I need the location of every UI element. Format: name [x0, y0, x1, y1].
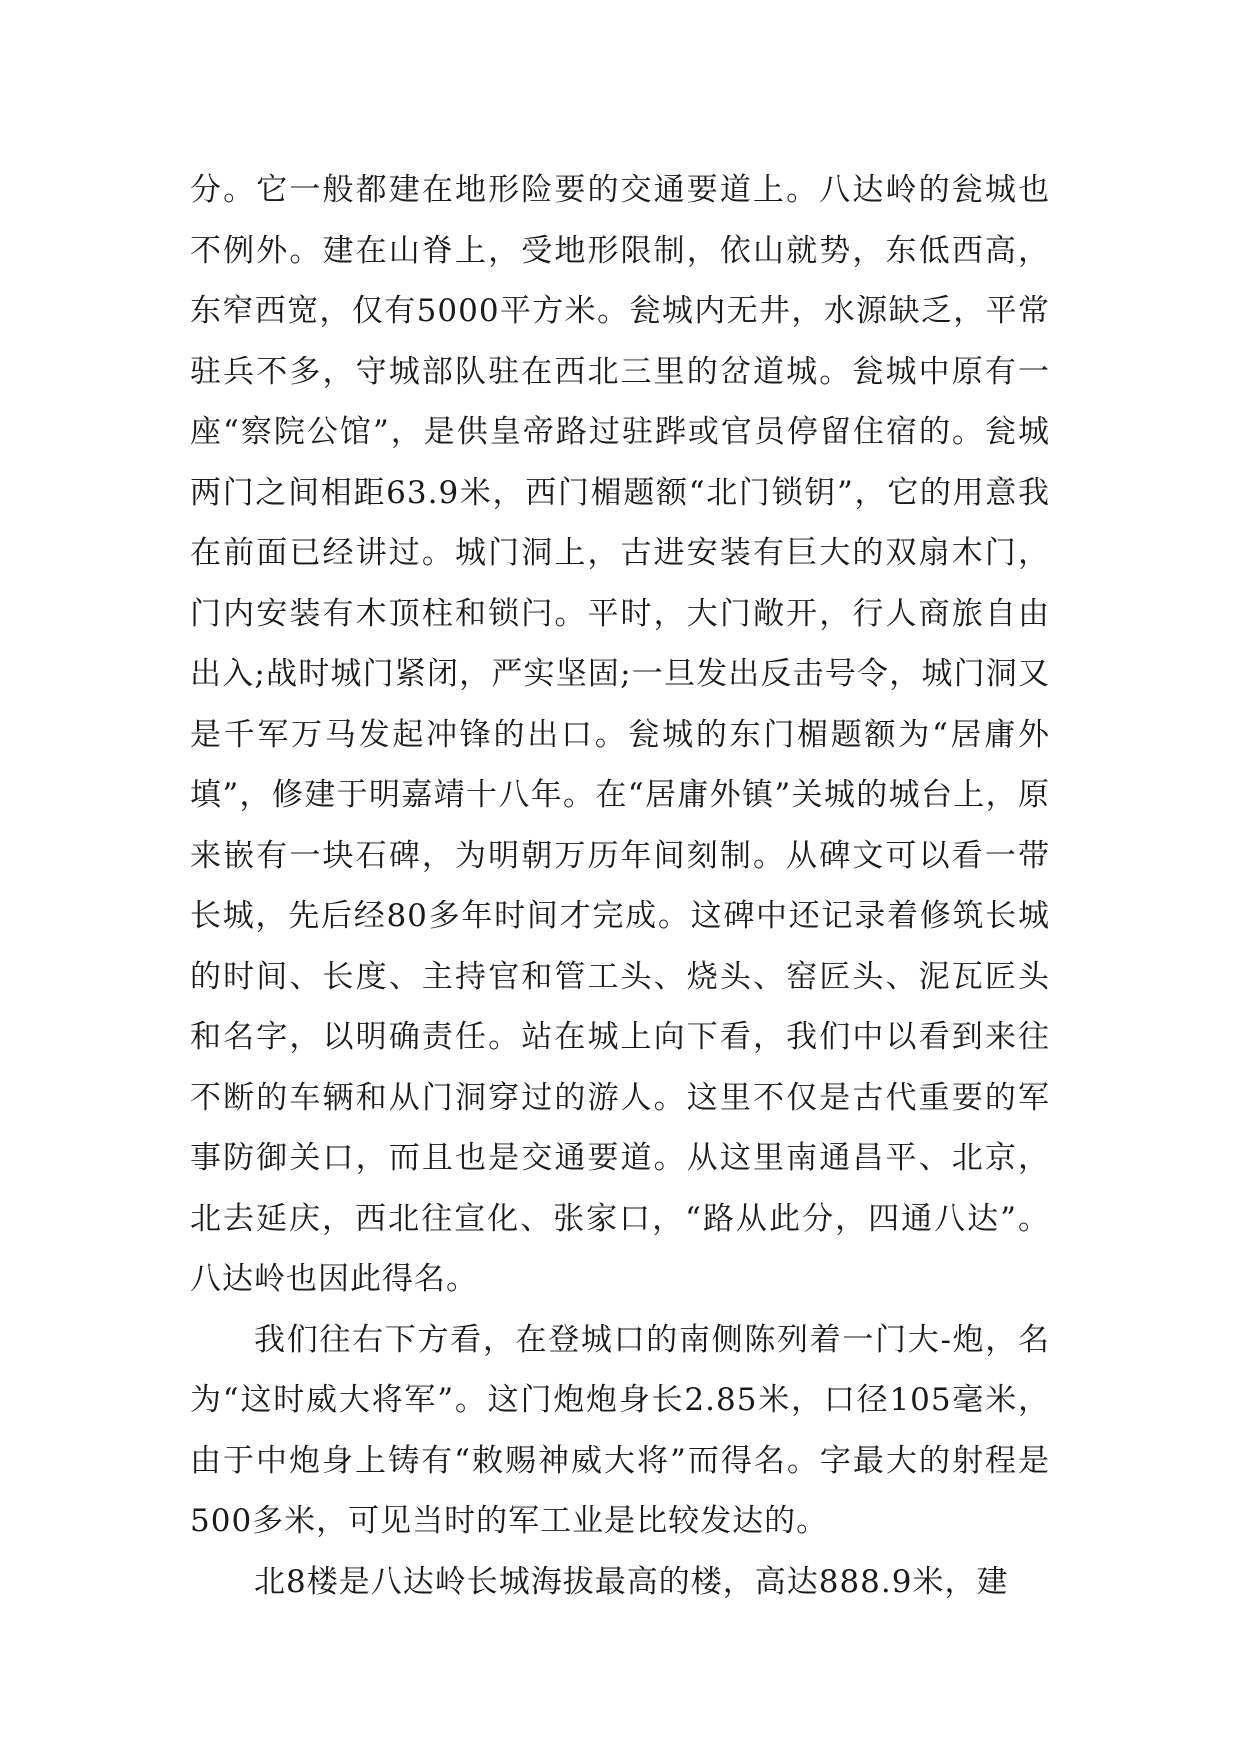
paragraph-north-tower-8: 北8楼是八达岭长城海拔最高的楼，高达888.9米，建: [254, 1563, 1009, 1600]
paragraph-wengcheng: 分。它一般都建在地形险要的交通要道上。八达岭的瓮城也不例外。建在山脊上，受地形限制，依山就势，东低西高，东窄西宽，仅有5000平方米。瓮城内无井，水源缺乏，平常驻兵不多，守城部队驻在西北三里的岔道城。瓮城中原有一座“察院公馆”，是供皇帝路过驻跸或官员停留住宿的。瓮城两门之间相距63.9米，西门楣题额“北门锁钥”，它的用意我在前面已经讲过。城门洞上，古进安装有巨大的双扇木门，门内安装有木顶柱和锁闩。平时，大门敞开，行人商旅自由出入;战时城门紧闭，严实坚固;一旦发出反击号令，城门洞又是千军万马发起冲锋的出口。瓮城的东门楣题额为“居庸外填”，修建于明嘉靖十八年。在“居庸外镇”关城的城台上，原来嵌有一块石碑，为明朝万历年间刻制。从碑文可以看一带长城，先后经80多年时间才完成。这碑中还记录着修筑长城的时间、长度、主持官和管工头、烧头、窑匠头、泥瓦匠头和名字，以明确责任。站在城上向下看，我们中以看到来往不断的车辆和从门洞穿过的游人。这里不仅是古代重要的军事防御关口，而且也是交通要道。从这里南通昌平、北京，北去延庆，西北往宣化、张家口，“路从此分，四通八达”。八达岭也因此得名。: [190, 172, 1050, 1297]
body-text: [190, 160, 1050, 1612]
paragraph-cannon: 我们往右下方看，在登城口的南侧陈列着一门大-炮，名为“这时威大将军”。这门炮炮身长2.85米，口径105毫米，由于中炮身上铸有“敕赐神威大将”而得名。字最大的射程是500多米，可见当时的军工业是比较发达的。: [190, 1321, 1050, 1539]
